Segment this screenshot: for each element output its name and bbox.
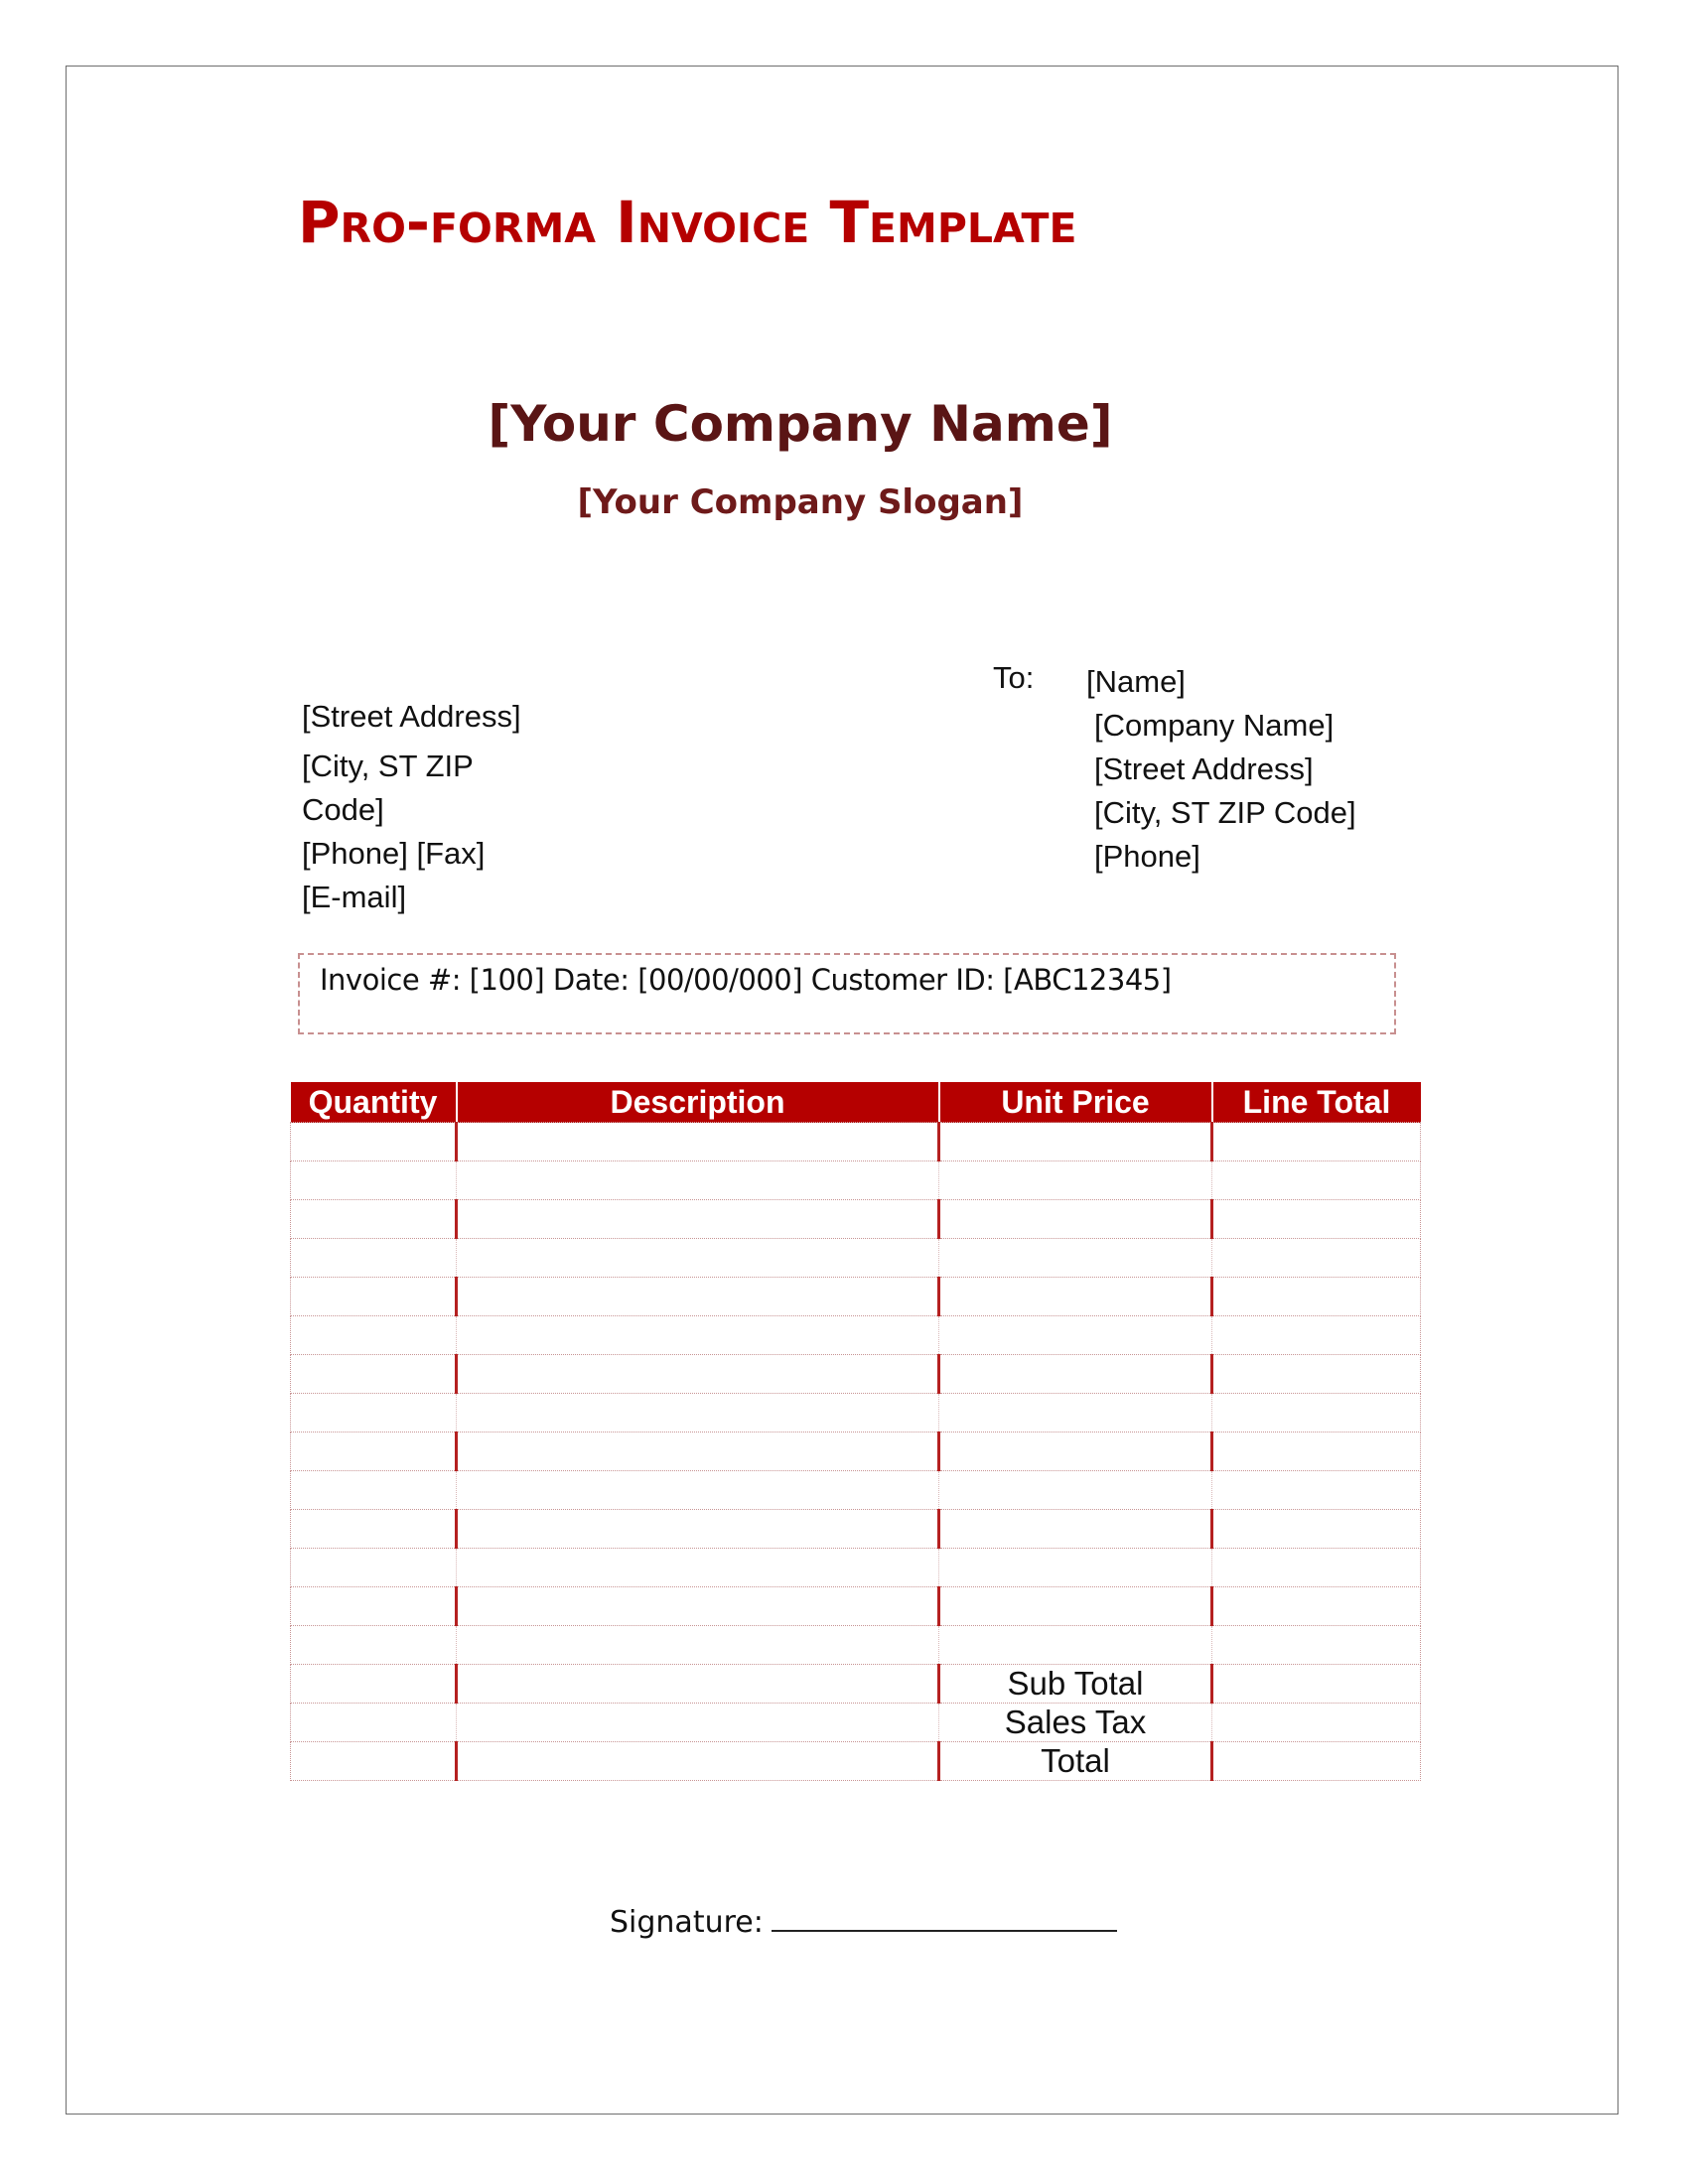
unit-price-cell[interactable]	[939, 1355, 1212, 1394]
description-cell[interactable]	[457, 1161, 939, 1200]
description-cell[interactable]	[457, 1239, 939, 1278]
line-total-cell[interactable]	[1212, 1161, 1421, 1200]
table-row	[291, 1278, 1421, 1316]
recipient-city: [City, ST ZIP Code]	[1094, 795, 1356, 830]
invoice-table	[290, 1082, 1421, 1781]
signature-line[interactable]	[772, 1900, 1117, 1932]
unit-price-cell[interactable]	[939, 1626, 1212, 1665]
signature-area	[610, 1900, 1117, 1940]
table-row	[291, 1626, 1421, 1665]
recipient-address-block	[1086, 660, 1356, 879]
quantity-cell[interactable]	[291, 1587, 457, 1626]
quantity-cell[interactable]	[291, 1123, 457, 1161]
table-row	[291, 1471, 1421, 1510]
line-total-cell[interactable]	[1212, 1510, 1421, 1549]
recipient-phone: [Phone]	[1094, 839, 1200, 874]
table-row	[291, 1433, 1421, 1471]
table-row	[291, 1200, 1421, 1239]
unit-price-cell[interactable]	[939, 1433, 1212, 1471]
to-label: To:	[993, 660, 1035, 695]
description-cell[interactable]	[457, 1587, 939, 1626]
invoice-info-text: Invoice #: [100] Date: [00/00/000] Customer ID: [ABC12345]	[320, 963, 1172, 997]
line-total-cell[interactable]	[1212, 1355, 1421, 1394]
quantity-cell[interactable]	[291, 1510, 457, 1549]
description-cell[interactable]	[457, 1316, 939, 1355]
sender-address-block	[302, 695, 521, 919]
description-cell[interactable]	[457, 1433, 939, 1471]
description-cell[interactable]	[457, 1278, 939, 1316]
unit-price-cell[interactable]	[939, 1239, 1212, 1278]
company-slogan: [Your Company Slogan]	[577, 482, 1024, 522]
line-total-cell[interactable]	[1212, 1587, 1421, 1626]
unit-price-cell[interactable]	[939, 1510, 1212, 1549]
summary-label-cell: Total	[939, 1742, 1212, 1781]
table-header-row	[291, 1082, 1421, 1123]
table-row	[291, 1394, 1421, 1433]
quantity-cell[interactable]	[291, 1200, 457, 1239]
unit-price-cell[interactable]	[939, 1123, 1212, 1161]
table-row	[291, 1665, 1421, 1704]
header-unit-price: Unit Price	[939, 1082, 1212, 1123]
company-name: [Your Company Name]	[488, 395, 1113, 453]
line-total-cell[interactable]	[1212, 1239, 1421, 1278]
quantity-cell[interactable]	[291, 1471, 457, 1510]
quantity-cell[interactable]	[291, 1161, 457, 1200]
table-row	[291, 1239, 1421, 1278]
table-row	[291, 1549, 1421, 1587]
table-row	[291, 1510, 1421, 1549]
table-row	[291, 1161, 1421, 1200]
quantity-cell[interactable]	[291, 1665, 457, 1704]
description-cell[interactable]	[457, 1123, 939, 1161]
document-title: Pro-forma Invoice Template	[298, 189, 1077, 256]
unit-price-cell[interactable]	[939, 1471, 1212, 1510]
line-total-cell[interactable]	[1212, 1394, 1421, 1433]
line-total-cell[interactable]	[1212, 1626, 1421, 1665]
sender-email: [E-mail]	[302, 880, 407, 914]
description-cell[interactable]	[457, 1742, 939, 1781]
line-total-cell[interactable]	[1212, 1704, 1421, 1742]
summary-label-cell: Sub Total	[939, 1665, 1212, 1704]
table-row	[291, 1587, 1421, 1626]
line-total-cell[interactable]	[1212, 1665, 1421, 1704]
unit-price-cell[interactable]	[939, 1278, 1212, 1316]
header-line-total: Line Total	[1212, 1082, 1421, 1123]
invoice-info-box[interactable]	[298, 953, 1396, 1034]
header-description: Description	[457, 1082, 939, 1123]
description-cell[interactable]	[457, 1200, 939, 1239]
line-total-cell[interactable]	[1212, 1433, 1421, 1471]
line-total-cell[interactable]	[1212, 1123, 1421, 1161]
recipient-company: [Company Name]	[1094, 708, 1335, 743]
unit-price-cell[interactable]	[939, 1394, 1212, 1433]
quantity-cell[interactable]	[291, 1704, 457, 1742]
quantity-cell[interactable]	[291, 1239, 457, 1278]
unit-price-cell[interactable]	[939, 1549, 1212, 1587]
line-total-cell[interactable]	[1212, 1471, 1421, 1510]
table-body	[291, 1123, 1421, 1781]
summary-label-cell: Sales Tax	[939, 1704, 1212, 1742]
line-total-cell[interactable]	[1212, 1549, 1421, 1587]
sender-street: [Street Address]	[302, 699, 521, 734]
table-row	[291, 1742, 1421, 1781]
sender-phone-fax: [Phone] [Fax]	[302, 836, 486, 871]
description-cell[interactable]	[457, 1626, 939, 1665]
quantity-cell[interactable]	[291, 1355, 457, 1394]
quantity-cell[interactable]	[291, 1433, 457, 1471]
table-row	[291, 1355, 1421, 1394]
quantity-cell[interactable]	[291, 1316, 457, 1355]
description-cell[interactable]	[457, 1471, 939, 1510]
quantity-cell[interactable]	[291, 1626, 457, 1665]
table-row	[291, 1316, 1421, 1355]
quantity-cell[interactable]	[291, 1394, 457, 1433]
quantity-cell[interactable]	[291, 1549, 457, 1587]
sender-city-line1: [City, ST ZIP	[302, 749, 474, 783]
line-total-cell[interactable]	[1212, 1742, 1421, 1781]
line-total-cell[interactable]	[1212, 1278, 1421, 1316]
description-cell[interactable]	[457, 1549, 939, 1587]
description-cell[interactable]	[457, 1510, 939, 1549]
header-quantity: Quantity	[291, 1082, 457, 1123]
unit-price-cell[interactable]	[939, 1587, 1212, 1626]
recipient-street: [Street Address]	[1094, 751, 1314, 786]
line-total-cell[interactable]	[1212, 1200, 1421, 1239]
unit-price-cell[interactable]	[939, 1316, 1212, 1355]
description-cell[interactable]	[457, 1355, 939, 1394]
table-row	[291, 1704, 1421, 1742]
description-cell[interactable]	[457, 1394, 939, 1433]
line-total-cell[interactable]	[1212, 1316, 1421, 1355]
quantity-cell[interactable]	[291, 1278, 457, 1316]
unit-price-cell[interactable]	[939, 1161, 1212, 1200]
description-cell[interactable]	[457, 1665, 939, 1704]
description-cell[interactable]	[457, 1704, 939, 1742]
table-row	[291, 1123, 1421, 1161]
recipient-name: [Name]	[1086, 664, 1186, 699]
unit-price-cell[interactable]	[939, 1200, 1212, 1239]
signature-label: Signature:	[610, 1905, 764, 1940]
sender-city-line2: Code]	[302, 792, 384, 827]
quantity-cell[interactable]	[291, 1742, 457, 1781]
